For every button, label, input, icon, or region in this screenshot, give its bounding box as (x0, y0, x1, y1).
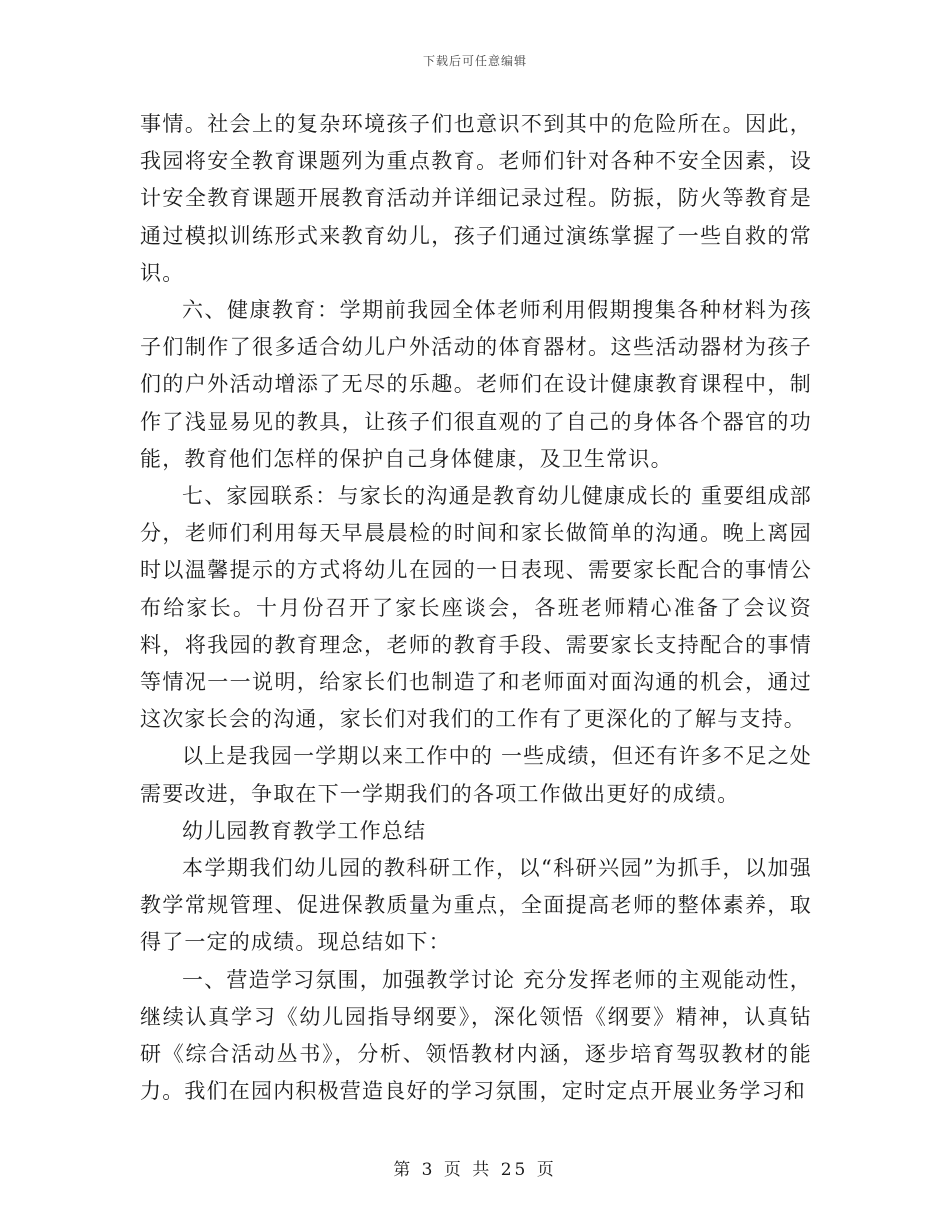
paragraph-learning-atmosphere: 一、营造学习氛围，加强教学讨论 充分发挥老师的主观能动性，继续认真学习《幼儿园指导纲要》，深化领悟《纲要》精神，认真钻研《综合活动丛书》，分析、领悟教材内涵，逐步培育驾驭教材的能力。我们在园内积极营造良好的学习氛围，定时定点开展业务学习和 (140, 967, 812, 1104)
paragraph-safety-continued: 事情。社会上的复杂环境孩子们也意识不到其中的危险所在。因此，我园将安全教育课题列为重点教育。老师们针对各种不安全因素，设计安全教育课题开展教育活动并详细记录过程。防振，防火等教育是通过模拟训练形式来教育幼儿，孩子们通过演练掌握了一些自救的常识。 (140, 112, 812, 285)
paragraph-conclusion: 以上是我园一学期以来工作中的 一些成绩，但还有许多不足之处需要改进，争取在下一学期我们的各项工作做出更好的成绩。 (140, 744, 812, 806)
paragraph-home-school-contact: 七、家园联系：与家长的沟通是教育幼儿健康成长的 重要组成部分，老师们利用每天早晨晨检的时间和家长做简单的沟通。晚上离园时以温馨提示的方式将幼儿在园的一日表现、需要家长配合的事情公布给家长。十月份召开了家长座谈会，各班老师精心准备了会议资料，将我园的教育理念，老师的教育手段、需要家长支持配合的事情等情况一一说明，给家长们也制造了和老师面对面沟通的机会，通过这次家长会的沟通，家长们对我们的工作有了更深化的了解与支持。 (140, 484, 812, 732)
header-note: 下载后可任意编辑 (422, 54, 527, 68)
section-heading: 幼儿园教育教学工作总结 (182, 818, 427, 843)
page-number: 第 3 页 共 25 页 (393, 1160, 557, 1180)
document-body (140, 106, 812, 1110)
paragraph-health-education: 六、健康教育：学期前我园全体老师利用假期搜集各种材料为孩子们制作了很多适合幼儿户外活动的体育器材。这些活动器材为孩子们的户外活动增添了无尽的乐趣。老师们在设计健康教育课程中，制作了浅显易见的教具，让孩子们很直观的了自己的身体各个器官的功能，教育他们怎样的保护自己身体健康，及卫生常识。 (140, 298, 812, 471)
paragraph-summary-intro: 本学期我们幼儿园的教科研工作，以“科研兴园”为抓手，以加强教学常规管理、促进保教质量为重点，全面提高老师的整体素养，取得了一定的成绩。现总结如下： (140, 856, 812, 955)
